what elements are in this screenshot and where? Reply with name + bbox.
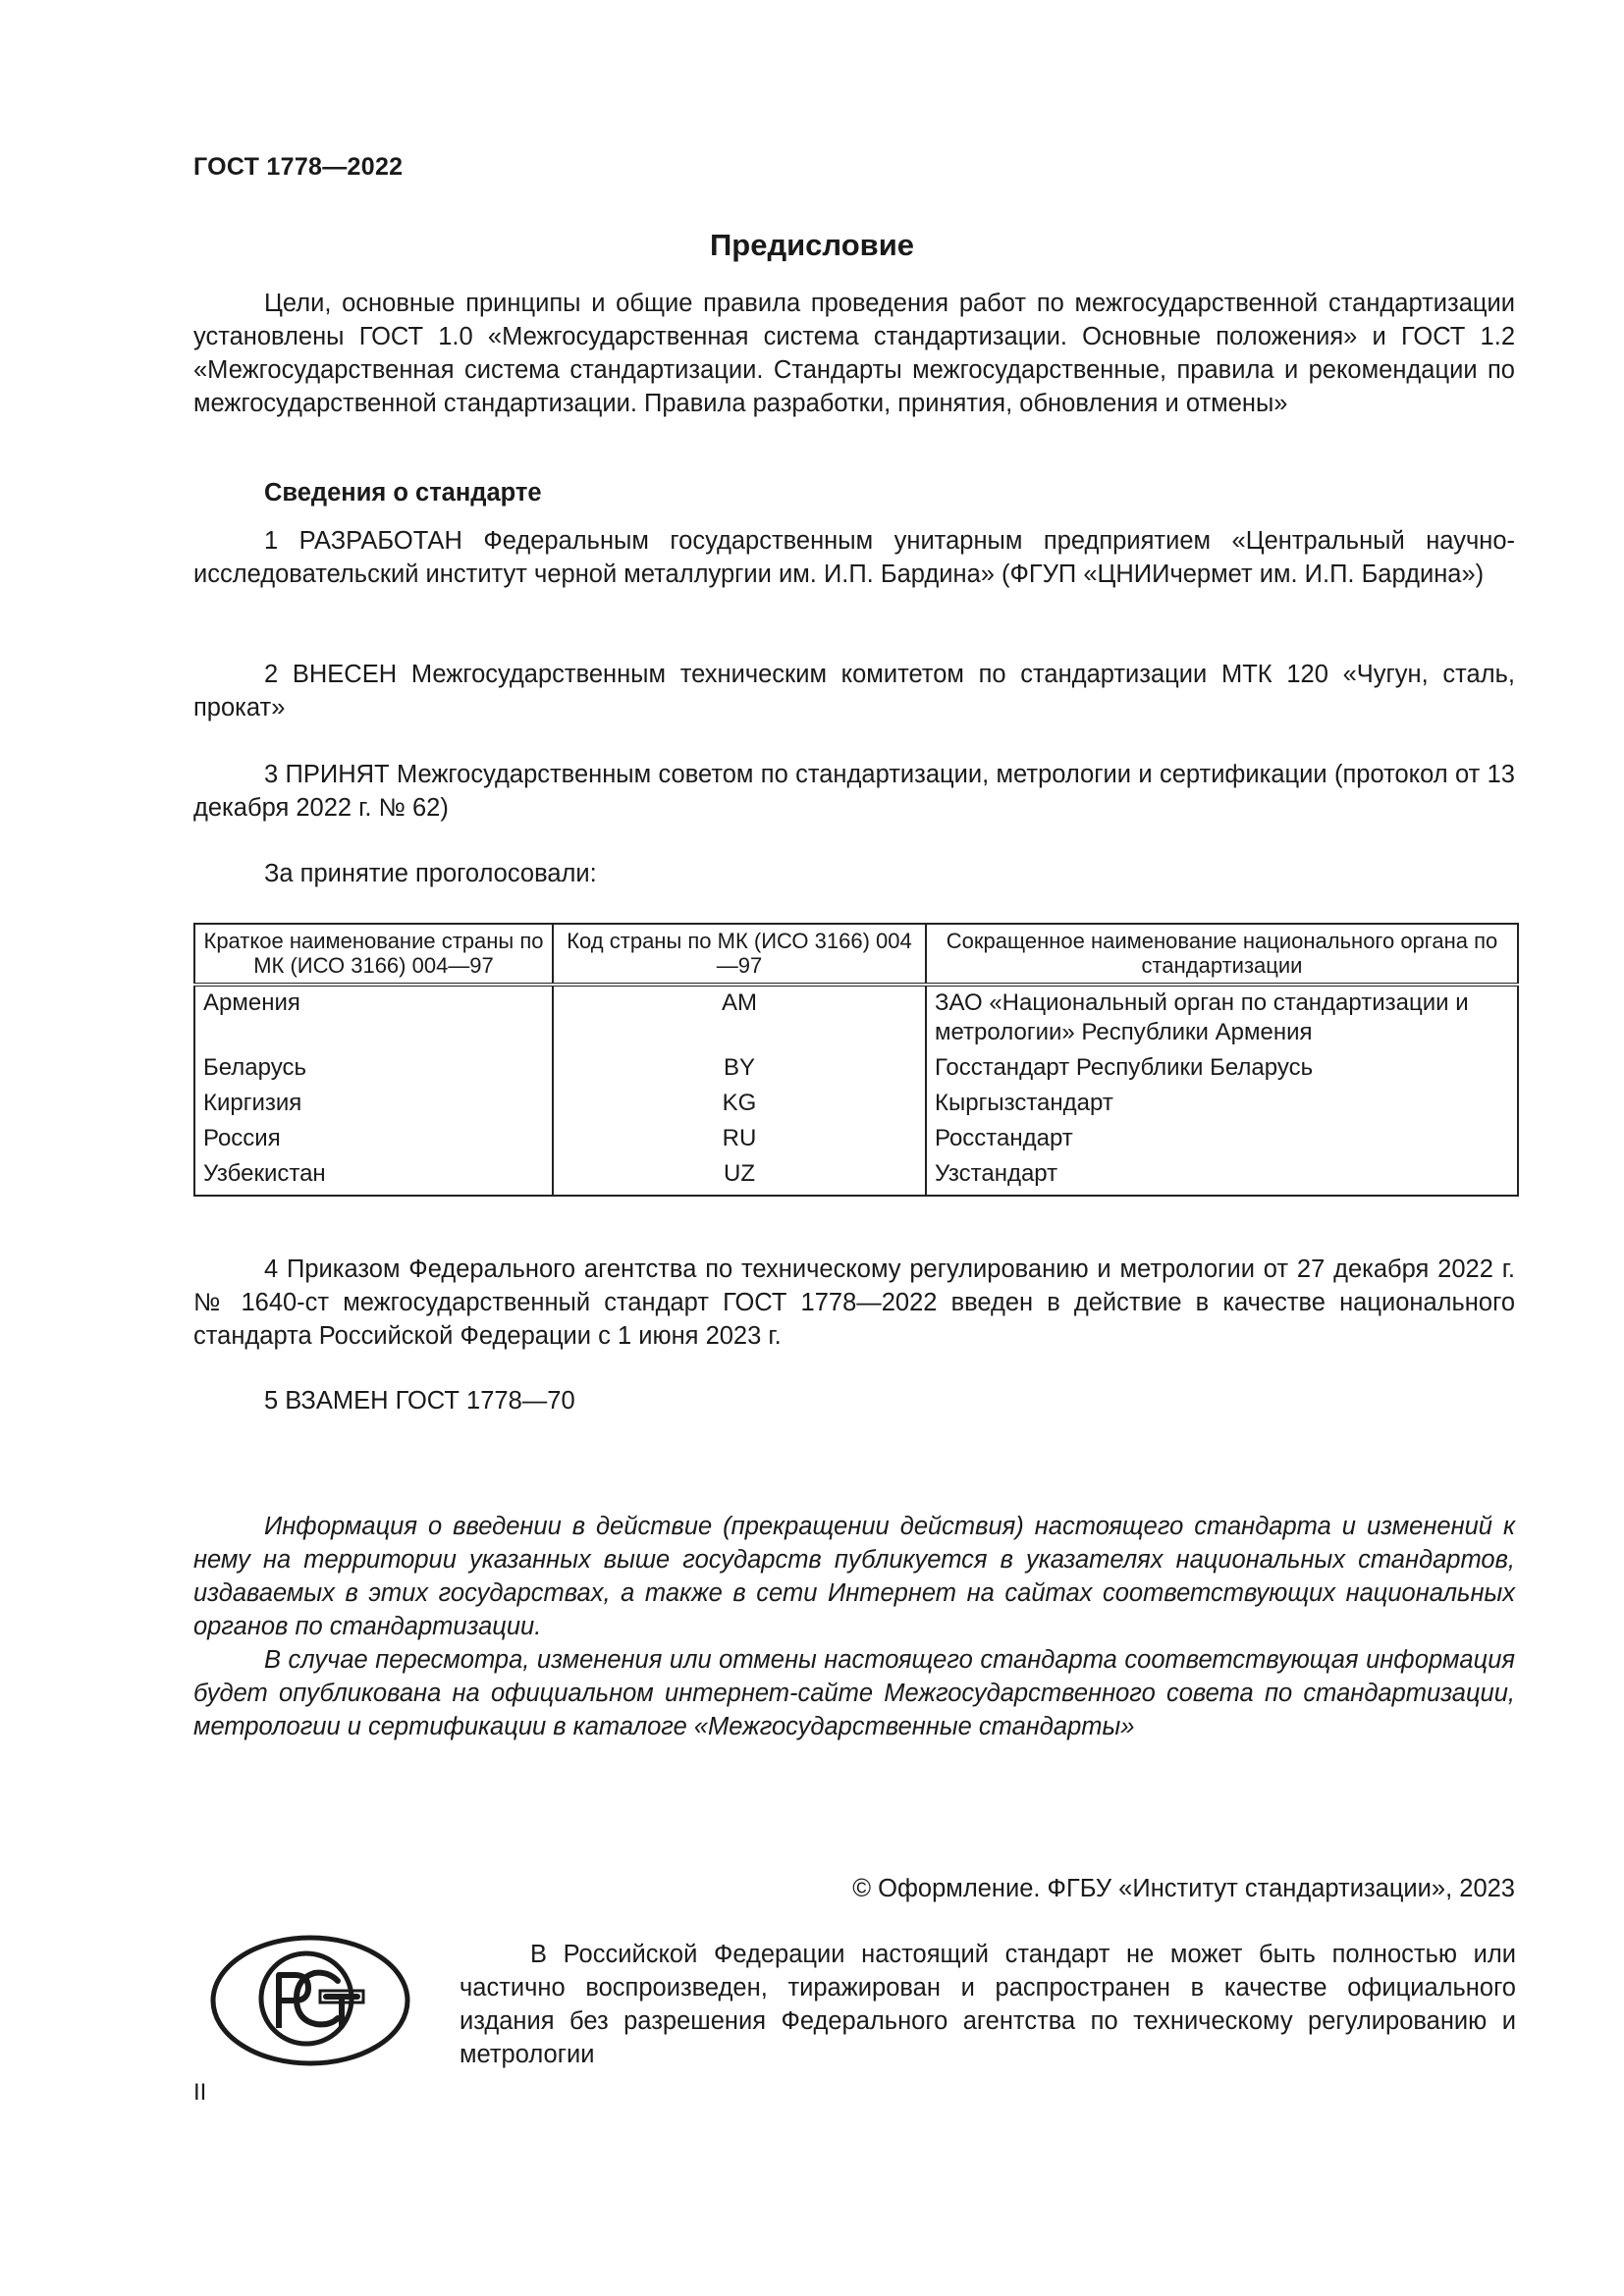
table-row [194,1087,1518,1122]
header-code: Код страны по МК (ИСО 3166) 004—97 [553,924,926,985]
item-replaces: 5 ВЗАМЕН ГОСТ 1778—70 [264,1387,575,1415]
document-id: ГОСТ 1778—2022 [193,153,404,181]
item-developed: 1 РАЗРАБОТАН Федеральным государственным унитарным предприятием «Центральный научно-исследовательский институт черной металлургии им. И.П. Бардина» (ФГУП «ЦНИИчермет им. И.П. Бардина») [193,527,1515,588]
code-cell: AM [553,985,926,1051]
item-adopted: 3 ПРИНЯТ Межгосударственным советом по стандартизации, метрологии и сертификации (протокол от 13 декабря 2022 г. № 62) [193,761,1515,822]
country-cell: Киргизия [194,1087,553,1122]
item-introduced: 2 ВНЕСЕН Межгосударственным техническим комитетом по стандартизации МТК 120 «Чугун, сталь, прокат» [193,661,1515,721]
code-cell: BY [553,1051,926,1087]
country-cell: Армения [194,985,553,1051]
copyright-line: © Оформление. ФГБУ «Институт стандартизации», 2023 [852,1875,1515,1902]
rst-certification-mark-icon [210,1934,410,2067]
page-title: Предисловие [709,228,914,262]
table-row [194,1122,1518,1157]
item-order: 4 Приказом Федерального агентства по техническому регулированию и метрологии от 27 декабря 2022 г. № 1640-ст межгосударственный стандарт ГОСТ 1778—2022 введен в действие в качестве национального стандарта Российской Федерации с 1 июня 2023 г. [193,1255,1515,1350]
table-row [194,985,1518,1051]
page-number: II [193,2079,207,2106]
code-cell: RU [553,1122,926,1157]
voted-label: За принятие проголосовали: [264,860,597,887]
code-cell: KG [553,1087,926,1122]
table-header-row [194,924,1518,985]
body-cell: Госстандарт Республики Беларусь [926,1051,1518,1087]
notice-paragraph-2: В случае пересмотра, изменения или отмены настоящего стандарта соответствующая информация будет опубликована на официальном интернет-сайте Межгосударственного совета по стандартизации, метрологии и сертификации в каталоге «Межгосударственные стандарты» [193,1646,1515,1740]
header-body: Сокращенное наименование национального органа по стандартизации [926,924,1518,985]
table-row [194,1157,1518,1196]
info-heading: Сведения о стандарте [264,479,542,507]
header-country: Краткое наименование страны по МК (ИСО 3166) 004—97 [194,924,553,985]
body-cell: Кыргызстандарт [926,1087,1518,1122]
code-cell: UZ [553,1157,926,1196]
country-cell: Россия [194,1122,553,1157]
body-cell: Росстандарт [926,1122,1518,1157]
voting-table [193,923,1519,1197]
country-cell: Беларусь [194,1051,553,1087]
body-cell: ЗАО «Национальный орган по стандартизации и метрологии» Республики Армения [926,985,1518,1051]
table-row [194,1051,1518,1087]
notice-paragraph-1: Информация о введении в действие (прекращении действия) настоящего стандарта и изменений к нему на территории указанных выше государств публикуется в указателях национальных стандартов, издаваемых в этих государствах, а также в сети Интернет на сайтах соответствующих национальных органов по стандартизации. [193,1513,1515,1640]
rights-notice: В Российской Федерации настоящий стандарт не может быть полностью или частично воспроизведен, тиражирован и распространен в качестве официального издания без разрешения Федерального агентства по техническому регулированию и метрологии [460,1941,1516,2068]
country-cell: Узбекистан [194,1157,553,1196]
body-cell: Узстандарт [926,1157,1518,1196]
intro-paragraph: Цели, основные принципы и общие правила проведения работ по межгосударственной стандартизации установлены ГОСТ 1.0 «Межгосударственная система стандартизации. Основные положения» и ГОСТ 1.2 «Межгосударственная система стандартизации. Стандарты межгосударственные, правила и рекомендации по межгосударственной стандартизации. Правила разработки, принятия, обновления и отмены» [193,290,1515,417]
